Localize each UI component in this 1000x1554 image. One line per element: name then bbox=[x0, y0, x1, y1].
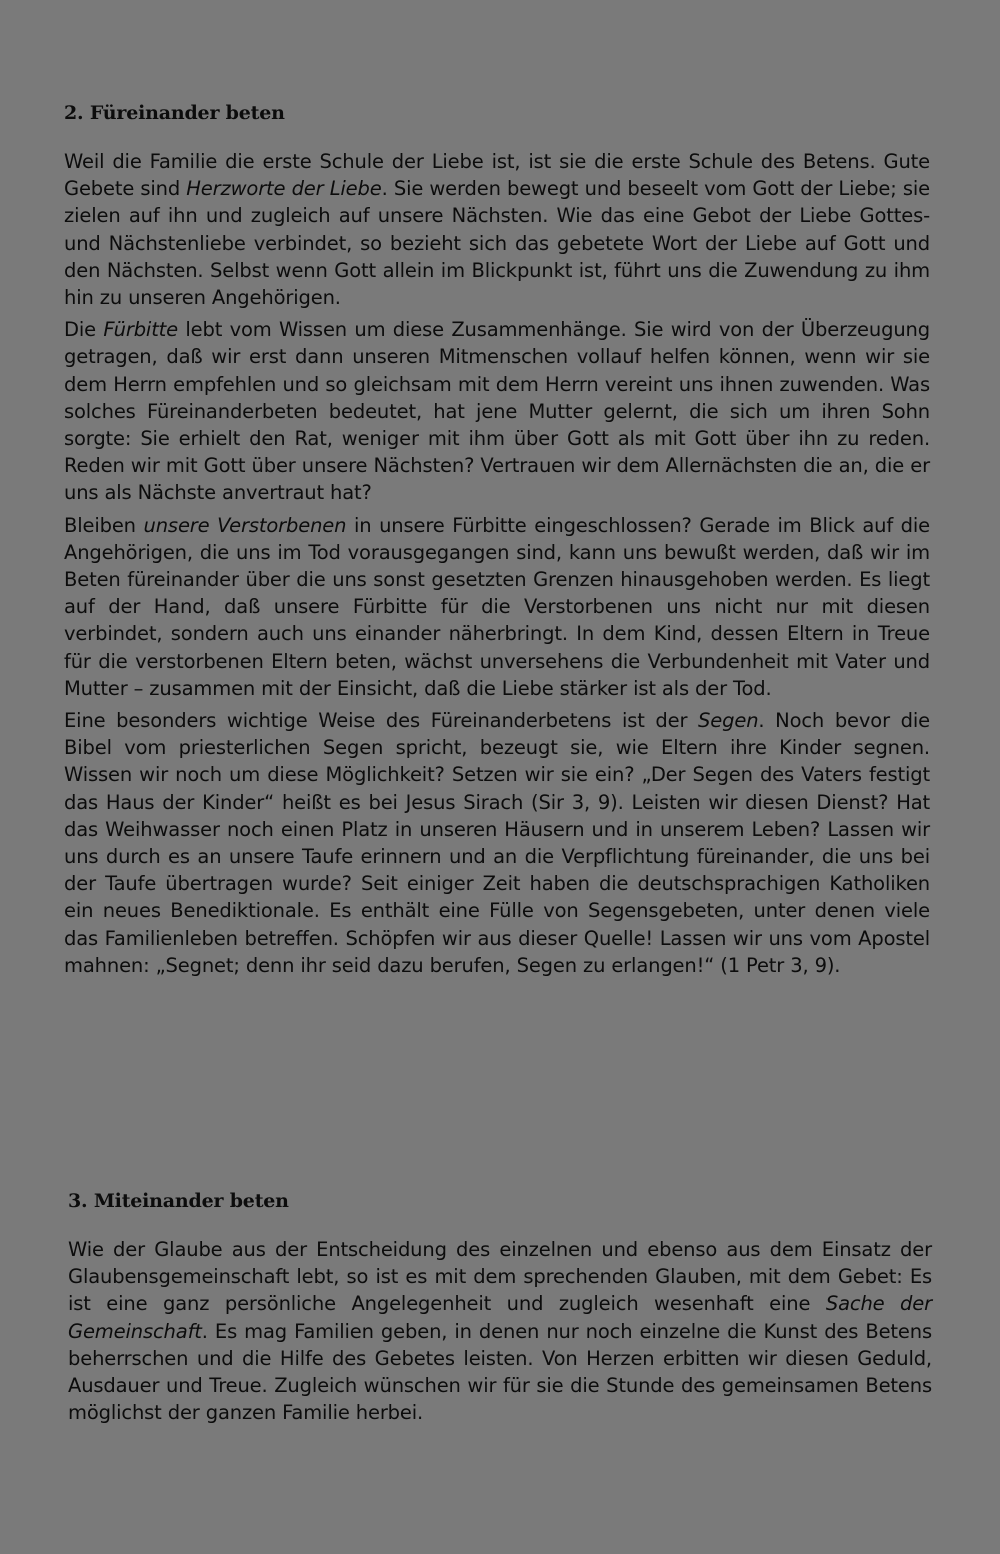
text-run: Wie der Glaube aus der Entscheidung des einzelnen und ebenso aus dem Einsatz der Glaubensgemeinschaft lebt, so ist es mit dem sprechenden Glauben, mit dem Gebet: Es ist eine ganz persönliche Angelegenheit und zugleich wesenhaft eine bbox=[68, 1238, 932, 1316]
emphasis-text: unsere Verstorbenen bbox=[143, 513, 347, 537]
text-run: in unsere Fürbitte eingeschlossen? Gerade im Blick auf die Angehörigen, die uns im Tod vorausgegangen sind, kann uns bewußt werden, daß wir im Beten füreinander über die uns sonst gesetzten Grenzen hinausgehoben werden. Es liegt auf der Hand, daß unsere Fürbitte für die Verstorbenen uns nicht nur mit diesen verbindet, sondern auch uns einander näherbringt. In dem Kind, dessen Eltern in Treue für die verstorbenen Eltern beten, wächst unversehens die Verbundenheit mit Vater und Mutter – zusammen mit der Einsicht, daß die Liebe stärker ist als der Tod. bbox=[64, 513, 930, 700]
text-run: Die bbox=[64, 318, 104, 342]
section-body bbox=[64, 148, 930, 979]
text-run: lebt vom Wissen um diese Zusammenhänge. Sie wird von der Überzeugung getragen, daß wir erst dann unseren Mitmenschen vollauf helfen können, wenn wir sie dem Herrn empfehlen und so gleichsam mit dem Herrn vereint uns ihnen zuwenden. Was solches Füreinanderbeten bedeutet, hat jene Mutter gelernt, die sich um ihren Sohn sorgte: Sie erhielt den Rat, weniger mit ihm über Gott als mit Gott über ihn zu reden. Reden wir mit Gott über unsere Nächsten? Vertrauen wir dem Allernächsten die an, die er uns als Nächste anvertraut hat? bbox=[64, 318, 930, 505]
text-run: Eine besonders wichtige Weise des Füreinanderbetens ist der bbox=[64, 709, 699, 733]
text-run: . Noch bevor die Bibel vom priesterlichen Segen spricht, bezeugt sie, wie Eltern ihre Kinder segnen. Wissen wir noch um diese Möglichkeit? Setzen wir sie ein? „Der Segen des Vaters festigt das Haus der Kinder“ heißt es bei Jesus Sirach (Sir 3, 9). Leisten wir diesen Dienst? Hat das Weihwasser noch einen Platz in unseren Häusern und in unserem Leben? Lassen wir uns durch es an unsere Taufe erinnern und an die Verpflichtung füreinander, die uns bei der Taufe übertragen wurde? Seit einiger Zeit haben die deutschsprachigen Katholiken ein neues Benediktionale. Es enthält eine Fülle von Segensgebeten, unter denen viele das Familienleben betreffen. Schöpfen wir aus dieser Quelle! Lassen wir uns vom Apostel mahnen: „Segnet; denn ihr seid dazu berufen, Segen zu erlangen!“ (1 Petr 3, 9). bbox=[64, 709, 930, 977]
text-run: . Es mag Familien geben, in denen nur noch einzelne die Kunst des Betens beherrschen und die Hilfe des Gebetes leisten. Von Herzen erbitten wir diesen Geduld, Ausdauer und Treue. Zugleich wünschen wir für sie die Stunde des gemeinsamen Betens möglichst der ganzen Familie herbei. bbox=[68, 1319, 932, 1425]
section-fuereinander-beten bbox=[64, 100, 930, 984]
text-run: Weil die Familie die erste Schule der Liebe ist, ist sie die erste Schule des Betens. Gute Gebete sind bbox=[64, 150, 930, 201]
section-body bbox=[68, 1236, 932, 1426]
paragraph bbox=[68, 1236, 932, 1426]
emphasis-text: Sache der Gemeinschaft bbox=[68, 1292, 932, 1343]
paragraph bbox=[64, 707, 930, 979]
section-miteinander-beten bbox=[68, 1188, 932, 1431]
paragraph bbox=[64, 148, 930, 311]
section-heading: 2. Füreinander beten bbox=[64, 102, 285, 124]
emphasis-text: Segen bbox=[698, 709, 759, 733]
text-run: . Sie werden bewegt und beseelt vom Gott der Liebe; sie zielen auf ihn und zugleich auf unsere Nächsten. Wie das eine Gebot der Liebe Gottes- und Nächstenliebe verbindet, so bezieht sich das gebetete Wort der Liebe auf Gott und den Nächsten. Selbst wenn Gott allein im Blickpunkt ist, führt uns die Zuwendung zu ihm hin zu unseren Angehörigen. bbox=[64, 177, 930, 310]
paragraph bbox=[64, 512, 930, 702]
section-heading: 3. Miteinander beten bbox=[68, 1190, 289, 1212]
emphasis-text: Fürbitte bbox=[103, 318, 179, 342]
emphasis-text: Herzworte der Liebe bbox=[186, 177, 382, 201]
text-run: Bleiben bbox=[64, 513, 144, 537]
paragraph bbox=[64, 316, 930, 506]
